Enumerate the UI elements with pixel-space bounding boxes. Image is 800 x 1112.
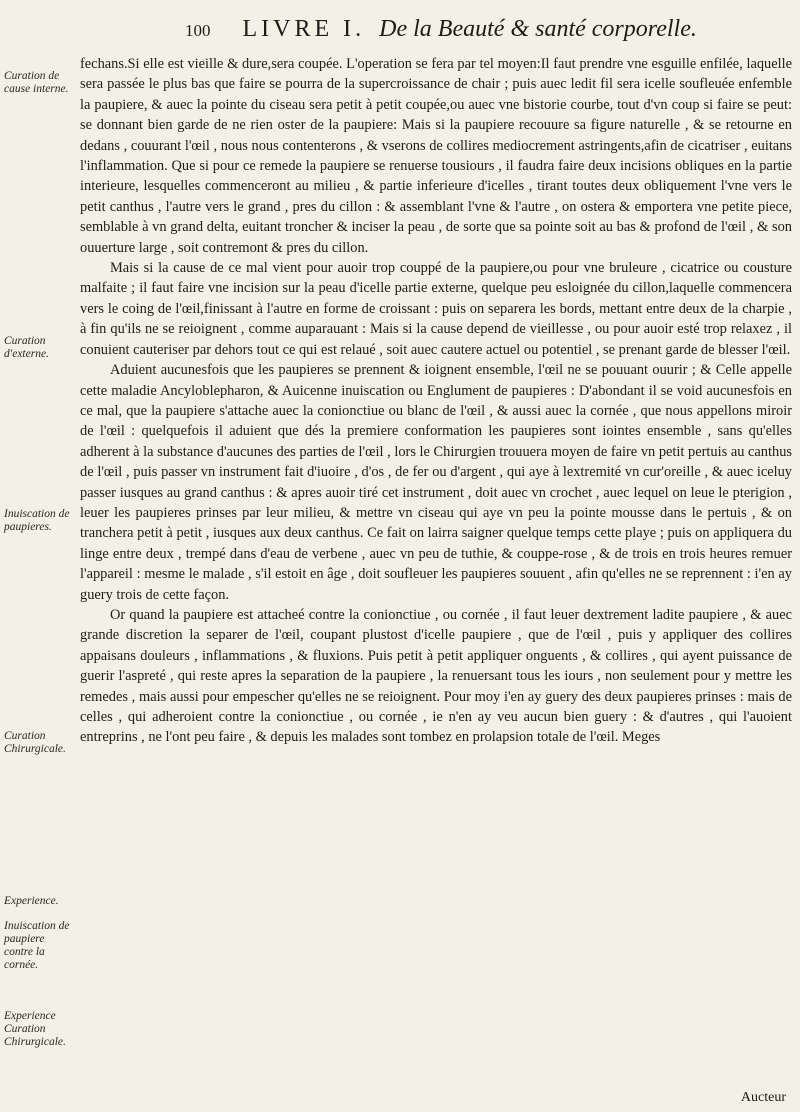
margin-note-experience: Experience.	[4, 895, 59, 907]
margin-note-curation-chirurgicale: Curation Chirurgicale.	[4, 730, 66, 755]
paragraph: Mais si la cause de ce mal vient pour auoir trop couppé de la paupiere,ou pour vne bruleure , cicatrice ou cousture malfaite ; il faut faire vne incision sur la peau d'icelle partie externe, quelque peu esloignée du cillon,laquelle commencera vers le coing de l'œil,finissant à l'autre en forme de croissant : puis on separera les bords, mettant entre deux de la charpie , à fin qu'ils ne se reioignent , comme auparauant : Mais si la cause depend de vieillesse , ou pour auoir esté trop relaxez , il conuient cauteriser par dehors tout ce qui est relaué , soit auec cautere actuel ou potentiel , se prenant garde de blesser l'œil.	[80, 260, 792, 358]
running-header	[185, 16, 785, 44]
catchword: Aucteur	[740, 1090, 786, 1105]
paragraph: Aduient aucunesfois que les paupieres se prennent & ioignent ensemble, l'œil ne se pouuant ouurir ; & Celle appelle cette maladie Ancyloblepharon, & Auicenne inuiscation ou Englument de paupieres : D'abondant il se void aucunesfois en ce mal, que la paupiere s'attache auec la conionctiue ou blanc de l'œil , & aussi auec la cornée , que nous appellons miroir de l'œil : quelquefois il aduient que dés la premiere conformation les paupieres sont iointes ensemble , sans qu'elles adherent à la substance d'aucunes des parties de l'œil , lors le Chirurgien trouuera moyen de faire vn petit pertuis au canthus de l'œil , puis passer vn instrument fait d'iuoire , d'os , de fer ou d'argent , qui aye à lextremité vn cur'oreille , & auec iceluy passer iusques au grand canthus : & apres auoir tiré cet instrument , doit auec vn crochet , auec lequel on leue le pterigion , leuer les paupieres prinses par leur milieu, & mettre vn ciseau qui aye vn peu la pointe mousse dans le pertuis , & on tranchera petit à petit , iusques aux deux canthus. Ce fait on lairra saigner quelque temps cette playe ; puis on appliquera du linge entre deux , trempé dans d'eau de verbene , auec vn peu de tuthie, & couppe-rose , & de trois en trois heures remuer l'appareil : mesme le malade , s'il estoit en âge , doit soufleuer les paupieres souuent , afin qu'elles ne se reprennent : i'en ay guery trois de cette façon.	[80, 362, 792, 603]
body-text	[80, 54, 792, 1102]
page-number: 100	[185, 21, 211, 40]
margin-note-inuiscation: Inuiscation de paupieres.	[4, 508, 70, 533]
margin-note-curation-interne: Curation de cause interne.	[4, 70, 69, 95]
running-title: De la Beauté & santé corporelle.	[379, 16, 697, 42]
paragraph: Or quand la paupiere est attacheé contre la conionctiue , ou cornée , il faut leuer dextrement ladite paupiere , & auec grande discretion la separer de l'œil, coupant plustost d'icelle paupiere , que de l'œil , puis y appliquer des collires appaisans douleurs , inflammations , & fluxions. Puis petit à petit appliquer onguents , & collires , qui ayent puissance de guerir l'aspreté , qui reste apres la separation de la paupiere , la renuersant tous les iours , non seulement pour y mettre les remedes , mais aussi pour empescher qu'elles ne se reioignent. Pour moy i'en ay guery des deux paupieres prinses : mais de celles , qui adheroient contre la conionctiue , ou cornée , ie n'en ay veu aucun bien guery : & d'autres , qui l'auoient entreprins , ne l'ont peu faire , & depuis les malades sont tombez en prolapsion totale de l'œil. Meges	[80, 606, 792, 746]
margin-note-paupiere-cornee: Inuiscation de paupiere contre la cornée.	[4, 920, 70, 971]
paragraph: fechans.Si elle est vieille & dure,sera coupée. L'operation se fera par tel moyen:Il faut prendre vne esguille enfilée, laquelle sera passée le plus bas que faire se pourra de la supercroissance de chair ; puis auec ledit fil sera icelle soufleuée enfemble la paupiere, & auec la pointe du ciseau sera petit à petit coupée,ou auec vne bistorie courbe, tout d'vn coup si faire se peut: se donnant bien garde de ne rien oster de la paupiere: Mais si la paupiere recouure sa figure naturelle , & se retourne en dedans , couurant l'œil , nous nous contenterons , & vserons de collires mediocrement astringents,afin de cicatriser , euitans l'inflammation. Que si pour ce remede la paupiere se renuerse tousiours , il faudra faire deux incisions obliques en la partie interieure, lesquelles commenceront au milieu , & partie inferieure d'icelles , tirant toutes deux obliquement l'vne vers le petit canthus , l'autre vers le grand , pres du cillon : & assemblant l'vne & l'autre , on ostera & emportera vne petite piece, semblable à vn grand delta, euitant troncher & inciser la peau , de sorte que sa pointe soit au bas & profond de l'œil , & son ouuerture large , soit contremont & pres du cillon.	[80, 56, 792, 256]
margin-notes	[4, 0, 74, 1112]
book-label: LIVRE I.	[242, 16, 366, 42]
margin-note-curation-externe: Curation d'externe.	[4, 335, 49, 360]
margin-note-experience-curation: Experience Curation Chirurgicale.	[4, 1010, 66, 1048]
